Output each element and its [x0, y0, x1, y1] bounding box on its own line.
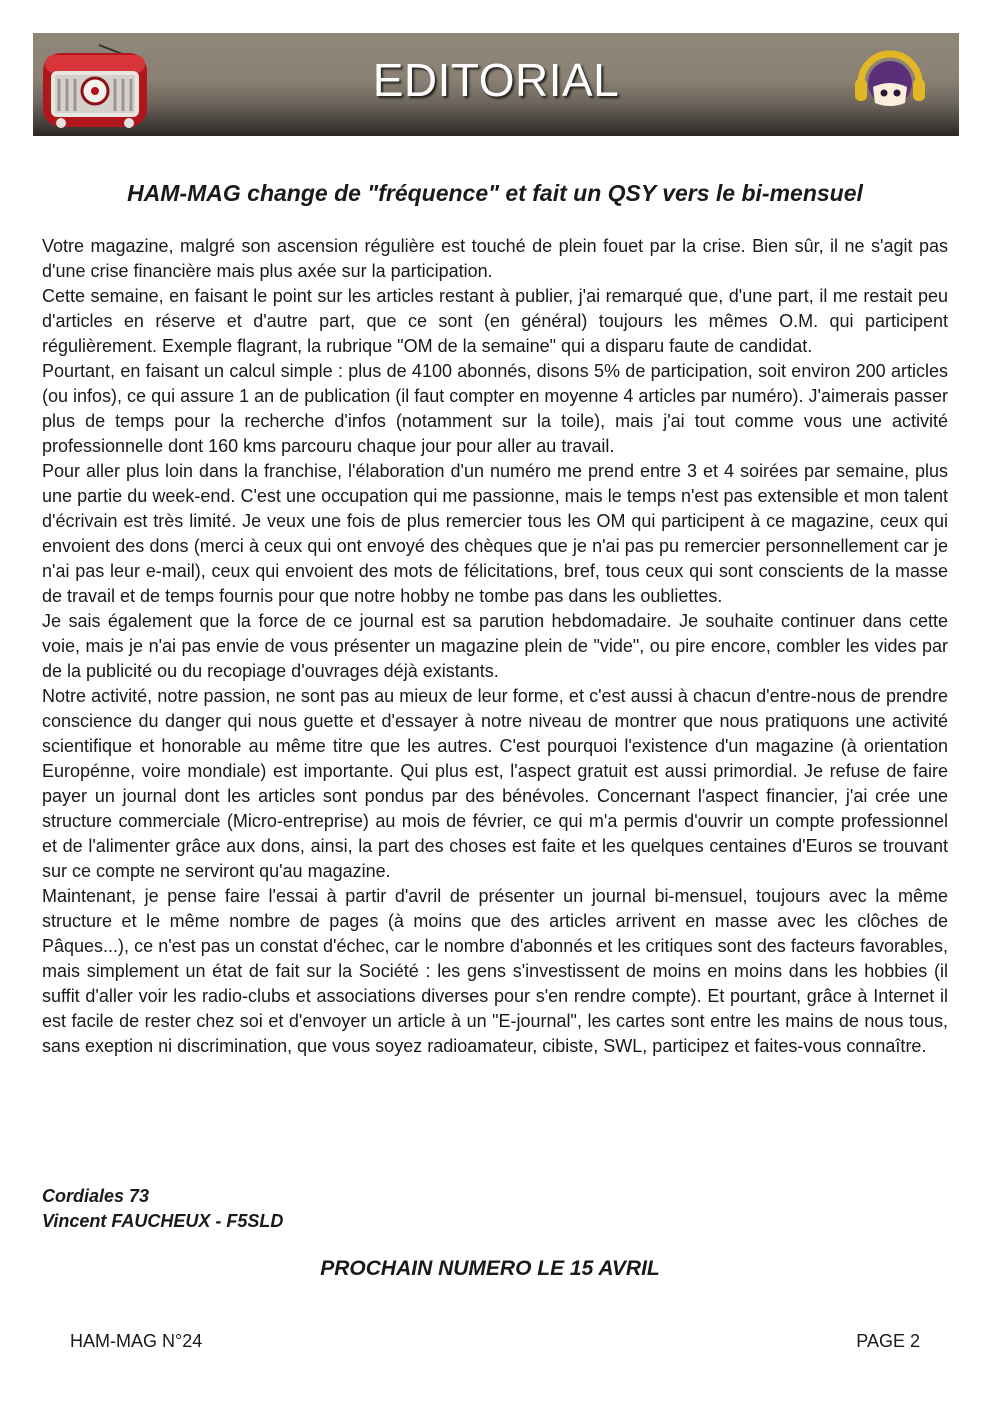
footer-page-number: PAGE 2 [856, 1331, 920, 1351]
next-issue-notice: PROCHAIN NUMERO LE 15 AVRIL [320, 1257, 660, 1280]
article-body [42, 234, 948, 1059]
article-paragraph: Maintenant, je pense faire l'essai à partir d'avril de présenter un journal bi-mensuel, toujours avec la même structure et le même nombre de pages (à moins que des articles arrivent en masse avec les clôches de Pâques...), ce n'est pas un constat d'échec, car le nombre d'abonnés et les critiques sont des facteurs favorables, mais simplement un état de fait sur la Société : les gens s'investissent de moins en moins dans les hobbies (il suffit d'aller voir les radio-clubs et associations diverses pour s'en rendre compte). Et pourtant, grâce à Internet il est facile de rester chez soi et d'envoyer un article à un "E-journal", les cartes sont entre les mains de nous tous, sans exeption ni discrimination, que vous soyez radioamateur, cibiste, SWL, participez et faites-vous connaître. [42, 886, 948, 1056]
article-paragraph: Je sais également que la force de ce journal est sa parution hebdomadaire. Je souhaite continuer dans cette voie, mais je n'ai pas envie de vous présenter un magazine plein de "vide", ou pire encore, combler les vides par de la publicité ou du recopiage d'ouvrages déjà existants. [42, 611, 948, 681]
footer-issue-number: HAM-MAG N°24 [70, 1331, 203, 1351]
article-paragraph: Cette semaine, en faisant le point sur les articles restant à publier, j'ai remarqué que, d'une part, il me restait peu d'articles en réserve et d'autre part, que ce sont (en général) toujours les mêmes O.M. qui participent régulièrement. Exemple flagrant, la rubrique "OM de la semaine" qui a disparu faute de candidat. [42, 286, 948, 356]
signature-block [42, 1184, 283, 1234]
article-paragraph: Notre activité, notre passion, ne sont pas au mieux de leur forme, et c'est aussi à chacun d'entre-nous de prendre conscience du danger qui nous guette et d'essayer à notre niveau de montrer que nous pratiquons une activité scientifique et honorable au même titre que les autres. C'est pourquoi l'existence d'un magazine (à orientation Europénne, voire mondiale) est importante. Qui plus est, l'aspect gratuit est aussi primordial. Je refuse de faire payer un journal dont les articles sont pondus par des bénévoles. Concernant l'aspect financier, j'ai crée une structure commerciale (Micro-entreprise) au mois de février, ce qui m'a permis d'ouvrir un compte professionnel et de l'alimenter grâce aux dons, ainsi, la part des choses est faite et les quelques centaines d'Euros se trouvant sur ce compte ne serviront qu'au magazine. [42, 686, 948, 881]
headphones-avatar-icon [855, 45, 925, 109]
article-paragraph: Pour aller plus loin dans la franchise, l'élaboration d'un numéro me prend entre 3 et 4 soirées par semaine, plus une partie du week-end. C'est une occupation qui me passionne, mais le temps n'est pas extensible et mon talent d'écrivain est très limité. Je veux une fois de plus remercier tous les OM qui participent à ce magazine, ceux qui envoient des dons (merci à ceux qui ont envoyé des chèques que je n'ai pas pu remercier personnellement car je n'ai pas leur e-mail), ceux qui envoient des mots de félicitations, bref, tous ceux qui sont conscients de la masse de travail et de temps fournis pour que notre hobby ne tombe pas dans les oubliettes. [42, 461, 948, 606]
article-paragraph: Pourtant, en faisant un calcul simple : plus de 4100 abonnés, disons 5% de participation, soit environ 200 articles (ou infos), ce qui assure 1 an de publication (il faut compter en moyenne 4 articles par numéro). J'aimerais passer plus de temps pour la recherche d'infos (notamment sur la toile), mais j'ai tout comme vous une activité professionnelle dont 160 kms parcouru chaque jour pour aller au travail. [42, 361, 948, 456]
signature-greeting: Cordiales 73 [42, 1186, 150, 1206]
article-paragraph: Votre magazine, malgré son ascension régulière est touché de plein fouet par la crise. Bien sûr, il ne s'agit pas d'une crise financière mais plus axée sur la participation. [42, 236, 948, 281]
signature-author: Vincent FAUCHEUX - F5SLD [42, 1211, 284, 1231]
editorial-banner [33, 33, 959, 136]
banner-title: EDITORIAL [372, 54, 620, 106]
article-headline: HAM-MAG change de "fréquence" et fait un QSY vers le bi-mensuel [127, 180, 863, 206]
